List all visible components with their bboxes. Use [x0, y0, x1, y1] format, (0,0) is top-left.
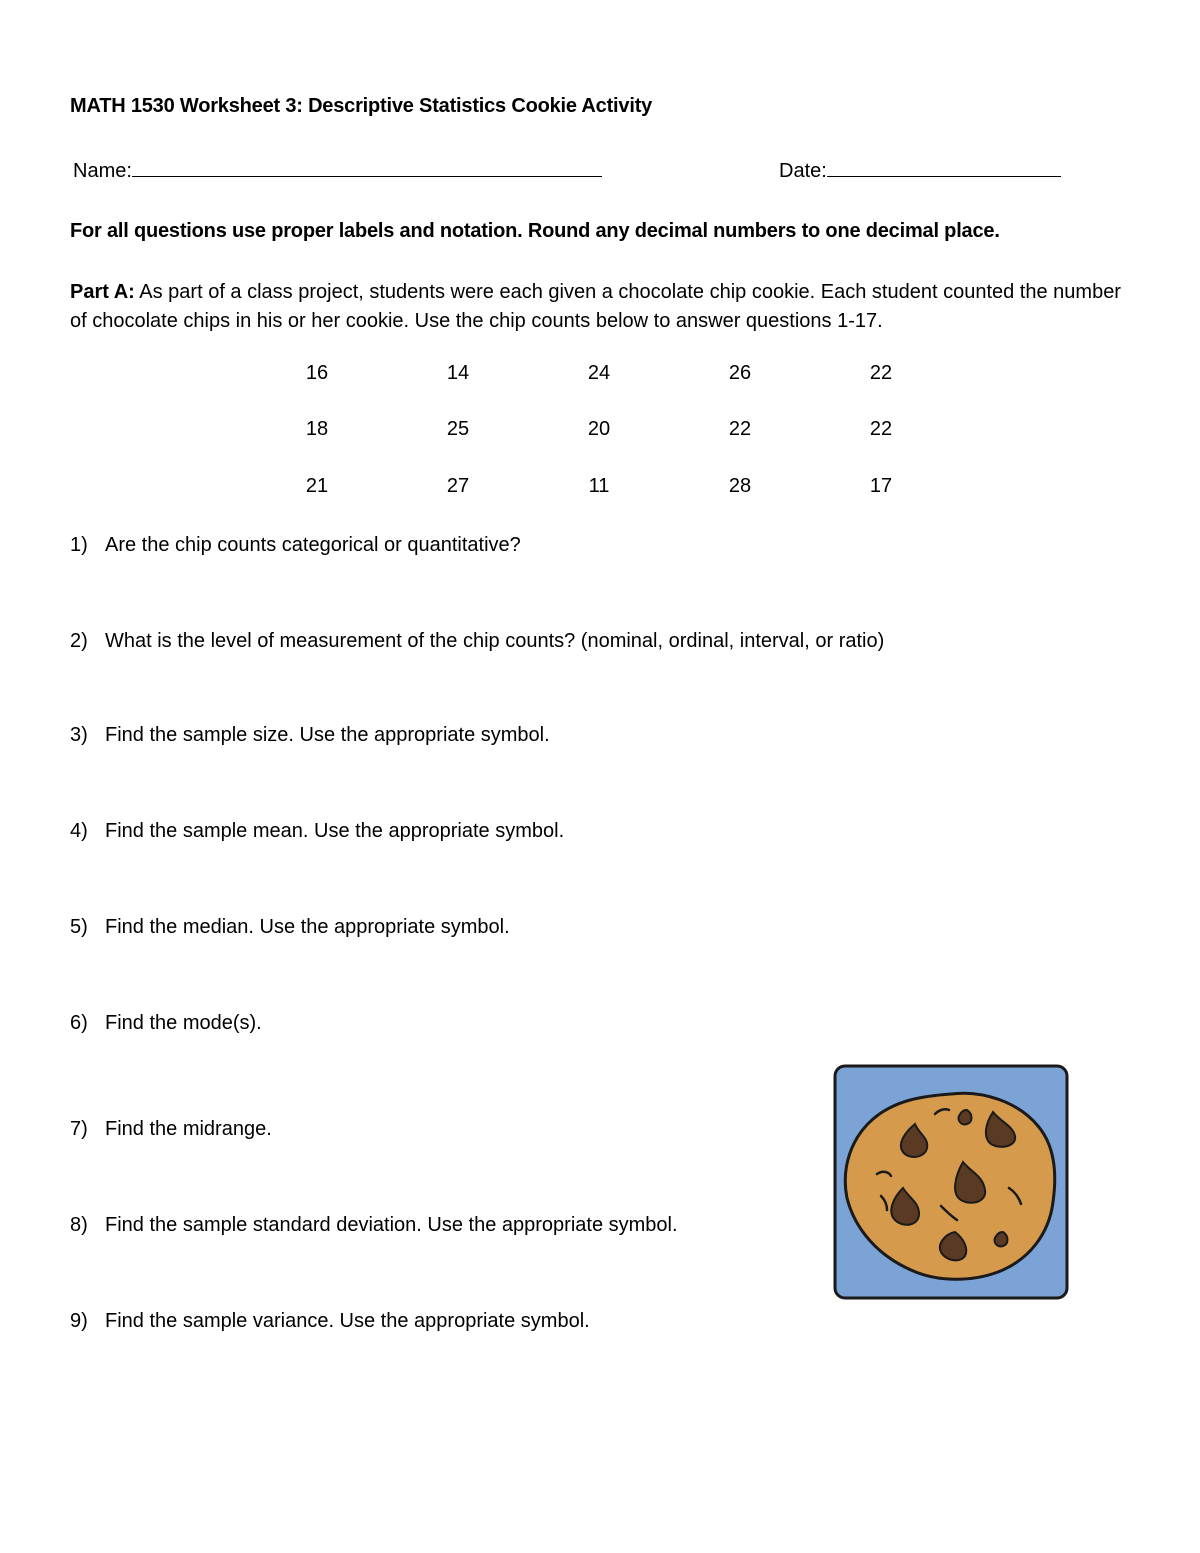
question-8: 8) Find the sample standard deviation. Use the appropriate symbol. [70, 1214, 678, 1236]
chip-count-cell: 16 [305, 362, 329, 384]
part-a-label: Part A: [70, 281, 135, 303]
question-4: 4) Find the sample mean. Use the appropriate symbol. [70, 820, 565, 842]
worksheet-title: MATH 1530 Worksheet 3: Descriptive Statistics Cookie Activity [70, 95, 653, 117]
question-9: 9) Find the sample variance. Use the appropriate symbol. [70, 1310, 590, 1332]
chip-count-cell: 21 [305, 475, 329, 497]
name-blank [132, 158, 602, 177]
chip-count-cell: 27 [446, 475, 470, 497]
chip-count-cell: 22 [869, 418, 893, 440]
chip-count-cell: 28 [728, 475, 752, 497]
part-a-paragraph [70, 278, 1130, 336]
chip-count-cell: 20 [587, 418, 611, 440]
instructions: For all questions use proper labels and notation. Round any decimal numbers to one decimal place. [70, 220, 1000, 242]
name-label: Name: [73, 160, 132, 182]
part-a-text: As part of a class project, students were each given a chocolate chip cookie. Each student counted the number of chocolate chips in his or her cookie. Use the chip counts below to answer questions 1-17. [70, 281, 1121, 332]
chip-count-cell: 22 [869, 362, 893, 384]
name-field [73, 158, 602, 183]
question-3: 3) Find the sample size. Use the appropriate symbol. [70, 724, 550, 746]
question-5: 5) Find the median. Use the appropriate symbol. [70, 916, 510, 938]
date-blank [827, 158, 1061, 177]
chip-count-cell: 24 [587, 362, 611, 384]
date-label: Date: [779, 160, 827, 182]
chip [994, 1232, 1007, 1246]
question-2: 2) What is the level of measurement of the chip counts? (nominal, ordinal, interval, or ratio) [70, 630, 885, 652]
chip [958, 1110, 971, 1124]
question-7: 7) Find the midrange. [70, 1118, 272, 1140]
date-field [779, 158, 1061, 183]
chip-count-cell: 11 [588, 475, 610, 497]
chip-count-cell: 14 [446, 362, 470, 384]
chip-count-cell: 17 [869, 475, 893, 497]
question-1: 1) Are the chip counts categorical or quantitative? [70, 534, 521, 556]
chip-count-cell: 18 [305, 418, 329, 440]
chip-count-cell: 26 [728, 362, 752, 384]
chip-count-cell: 22 [728, 418, 752, 440]
chocolate-chip-cookie-icon [833, 1064, 1069, 1300]
question-6: 6) Find the mode(s). [70, 1012, 262, 1034]
chip-count-cell: 25 [446, 418, 470, 440]
